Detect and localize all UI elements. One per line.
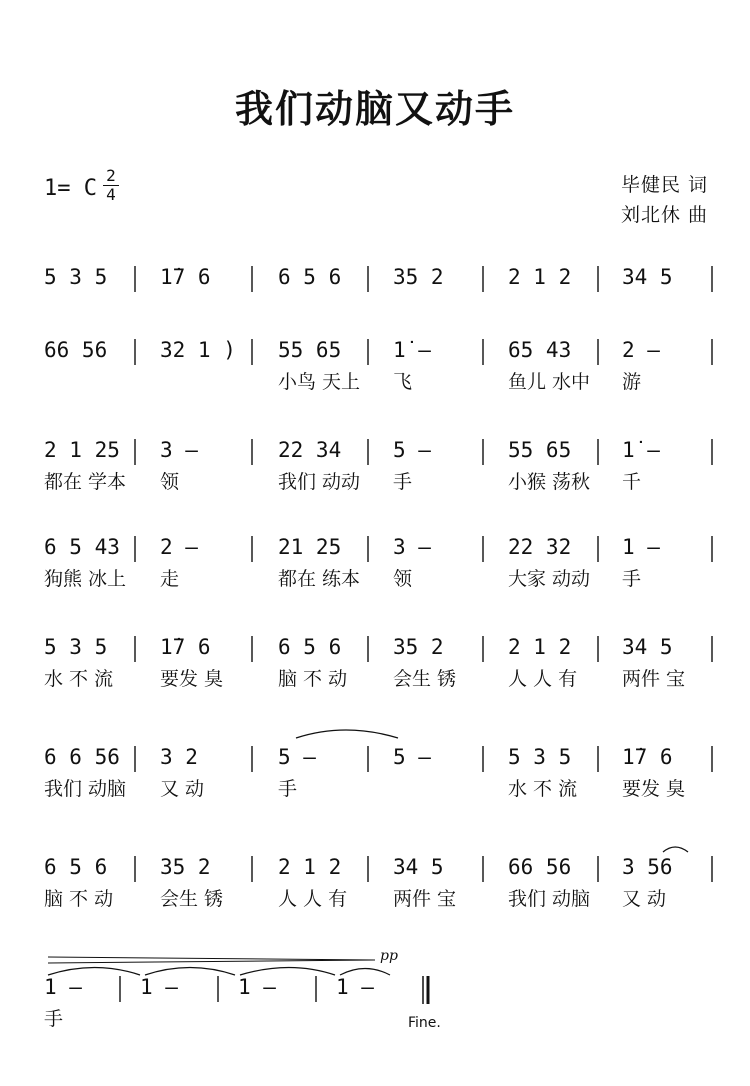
measure-lyric: 要发 臭 [160,668,224,690]
measure-notes: 2 – [622,338,660,362]
dynamic-mark: pp [380,948,398,964]
measure-notes: 1̇7 6 [622,745,673,769]
measure-notes: 1̇ – [622,438,660,462]
lyricist-credit: 毕健民 词 [620,174,708,196]
measure-notes: 66 56 [44,338,108,362]
measure-notes: 1̇7 6 [160,635,211,659]
measure-notes: 1 – [44,975,82,999]
measure-notes: 3 – [393,535,431,559]
measure-notes: 5 3 5 [44,265,108,289]
time-signature-top: 2 [106,166,116,185]
measure-lyric: 会生 锈 [160,888,224,910]
measure-notes: 2 – [160,535,198,559]
measure-lyric: 我们 动动 [278,471,361,493]
measure-notes: 5 3 5 [44,635,108,659]
time-signature-bottom: 4 [106,185,116,204]
measure-lyric: 都在 学本 [44,471,127,493]
measure-lyric: 手 [278,778,298,800]
measure-lyric: 都在 练本 [278,568,361,590]
measure-lyric: 两件 宝 [393,888,457,910]
measure-notes: 5 – [393,745,431,769]
measure-lyric: 千 [622,471,642,493]
measure-lyric: 人 人 有 [278,888,348,910]
measure-lyric: 两件 宝 [622,668,686,690]
measure-notes: 5 – [393,438,431,462]
composer-credit: 刘北休 曲 [620,204,708,226]
measure-lyric: 我们 动脑 [44,778,127,800]
measure-lyric: 人 人 有 [508,668,578,690]
measure-notes: 1̇ – [393,338,431,362]
fine-mark: Fine. [408,1015,441,1031]
measure-notes: 35 2 [393,265,444,289]
measure-lyric: 鱼儿 水中 [508,371,591,393]
measure-notes: 2 1 2 [508,635,572,659]
measure-lyric: 手 [44,1008,64,1030]
measure-notes: 6 5 43 [44,535,120,559]
measure-lyric: 水 不 流 [508,778,578,800]
measure-notes: 35 2 [160,855,211,879]
measure-lyric: 要发 臭 [622,778,686,800]
measure-notes: 21 25 [278,535,342,559]
measure-notes: 5 3 5 [508,745,572,769]
measure-lyric: 又 动 [622,888,667,910]
measure-lyric: 狗熊 冰上 [44,568,127,590]
measure-notes: 34 5 [393,855,444,879]
measure-lyric: 大家 动动 [508,568,591,590]
measure-notes: 1 – [140,975,178,999]
measure-notes: 6 5 6 [44,855,108,879]
measure-notes: 2 1 2 [508,265,572,289]
measure-notes: 32 1 ) [160,338,236,362]
measure-notes: 35 2 [393,635,444,659]
measure-notes: 3 2 [160,745,198,769]
measure-notes: 66 56 [508,855,572,879]
measure-lyric: 我们 动脑 [508,888,591,910]
page-title: 我们动脑又动手 [234,87,515,131]
key-signature: 1= C [44,176,97,201]
measure-notes: 1 – [336,975,374,999]
measure-lyric: 飞 [393,371,413,393]
measure-notes: 22 34 [278,438,342,462]
measure-notes: 2 1 2 [278,855,342,879]
measure-notes: 55 65 [278,338,342,362]
measure-notes: 1 – [238,975,276,999]
measure-lyric: 领 [160,471,180,493]
measure-notes: 34 5 [622,265,673,289]
measure-lyric: 领 [393,568,413,590]
measure-notes: 55 65 [508,438,572,462]
measure-notes: 3 56 [622,855,673,879]
measure-notes: 1 – [622,535,660,559]
measure-lyric: 小鸟 天上 [278,371,361,393]
measure-lyric: 又 动 [160,778,205,800]
measure-lyric: 小猴 荡秋 [508,471,591,493]
measure-notes: 3 – [160,438,198,462]
measure-notes: 5 – [278,745,316,769]
measure-notes: 6 5 6 [278,635,342,659]
measure-notes: 1̇7 6 [160,265,211,289]
measure-lyric: 水 不 流 [44,668,114,690]
measure-lyric: 手 [622,568,642,590]
measure-notes: 34 5 [622,635,673,659]
measure-lyric: 手 [393,471,413,493]
measure-lyric: 会生 锈 [393,668,457,690]
measure-notes: 65 43 [508,338,572,362]
measure-lyric: 游 [622,371,642,393]
measure-lyric: 走 [160,568,180,590]
measure-notes: 6 5 6 [278,265,342,289]
measure-lyric: 脑 不 动 [44,888,114,910]
measure-notes: 6 6 56 [44,745,120,769]
measure-lyric: 脑 不 动 [278,668,348,690]
measure-notes: 2 1 25 [44,438,120,462]
measure-notes: 22 32 [508,535,572,559]
